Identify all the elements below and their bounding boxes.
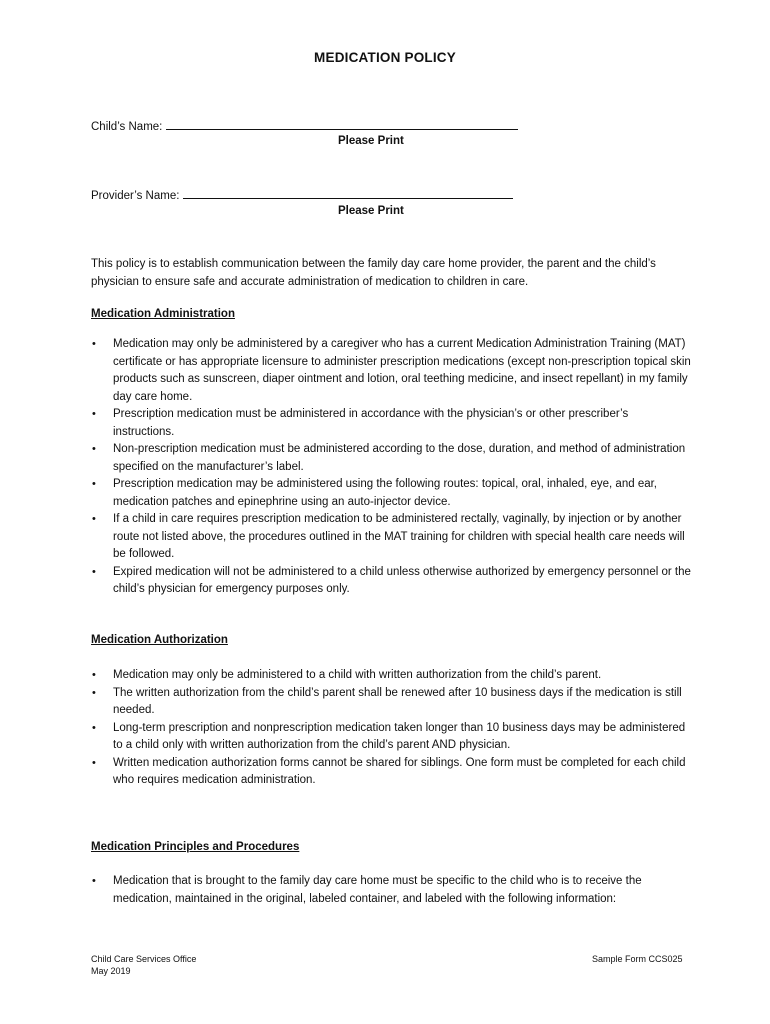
list-item: • If a child in care requires prescription medication to be administered rectally, vaginally, by injection or by another route not listed above, the procedures outlined in the MAT training for children with special health care needs will be followed.: [92, 513, 685, 560]
provider-name-label: Provider’s Name:: [91, 190, 180, 202]
provider-name-blank[interactable]: [183, 187, 513, 199]
administration-list: [91, 336, 691, 599]
bullet-icon: •: [92, 875, 96, 887]
child-name-note: Please Print: [338, 135, 404, 147]
list-item: • Written medication authorization forms cannot be shared for siblings. One form must be completed for each child who requires medication administration.: [92, 756, 686, 786]
bullet-icon: •: [92, 565, 96, 578]
bullet-icon: •: [92, 756, 96, 769]
page-title: MEDICATION POLICY: [314, 50, 456, 65]
list-item: • Medication may only be administered by a caregiver who has a current Medication Administration Training (MAT) certificate or has appropriate licensure to administer prescription medications (except non-prescription topical skin products such as sunscreen, diaper ointment and lotion, oral teething medicine, and insect repellant) in my family day care home.: [92, 338, 691, 403]
footer-office: Child Care Services Office: [91, 954, 197, 964]
principles-list: [91, 873, 691, 908]
list-item: • Non-prescription medication must be administered according to the dose, duration, and method of administration specified on the manufacturer’s label.: [92, 443, 686, 473]
list-item: • Prescription medication must be administered in accordance with the physician’s or other prescriber’s instructions.: [92, 408, 629, 438]
footer-date: May 2019: [91, 966, 131, 976]
child-name-label: Child’s Name:: [91, 121, 163, 133]
list-item: • Expired medication will not be administered to a child unless otherwise authorized by emergency personnel or the child’s physician for emergency purposes only.: [92, 565, 691, 595]
footer-form-number: Sample Form CCS025: [592, 954, 683, 964]
bullet-icon: •: [92, 408, 96, 420]
list-item: • Prescription medication may be administered using the following routes: topical, oral, inhaled, eye, and ear, medication patches and epinephrine using an auto-injector device.: [92, 478, 657, 508]
bullet-icon: •: [92, 513, 96, 525]
child-name-field[interactable]: [91, 118, 518, 133]
provider-name-field[interactable]: [91, 187, 513, 202]
child-name-blank[interactable]: [166, 118, 518, 130]
authorization-list: [91, 667, 691, 790]
provider-name-note: Please Print: [338, 205, 404, 217]
bullet-icon: •: [92, 478, 96, 490]
section-heading-principles: Medication Principles and Procedures: [91, 841, 300, 853]
bullet-icon: •: [92, 669, 96, 681]
section-heading-administration: Medication Administration: [91, 308, 235, 320]
bullet-icon: •: [92, 443, 96, 455]
bullet-icon: •: [92, 338, 96, 350]
footer-left: [91, 953, 196, 977]
bullet-icon: •: [92, 721, 96, 734]
intro-paragraph: This policy is to establish communication between the family day care home provider, the parent and the child’s physician to ensure safe and accurate administration of medication to children in care.: [91, 258, 656, 288]
list-item: • Long-term prescription and nonprescription medication taken longer than 10 business days may be administered to a child only with written authorization from the child’s parent AND physician.: [92, 721, 686, 751]
bullet-icon: •: [92, 686, 96, 699]
list-item: • The written authorization from the child’s parent shall be renewed after 10 business days if the medication is still needed.: [92, 686, 682, 716]
list-item: • Medication may only be administered to a child with written authorization from the child’s parent.: [91, 667, 691, 685]
list-item: • Medication that is brought to the family day care home must be specific to the child who is to receive the medication, maintained in the original, labeled container, and labeled with the following information:: [92, 875, 642, 905]
section-heading-authorization: Medication Authorization: [91, 634, 228, 646]
